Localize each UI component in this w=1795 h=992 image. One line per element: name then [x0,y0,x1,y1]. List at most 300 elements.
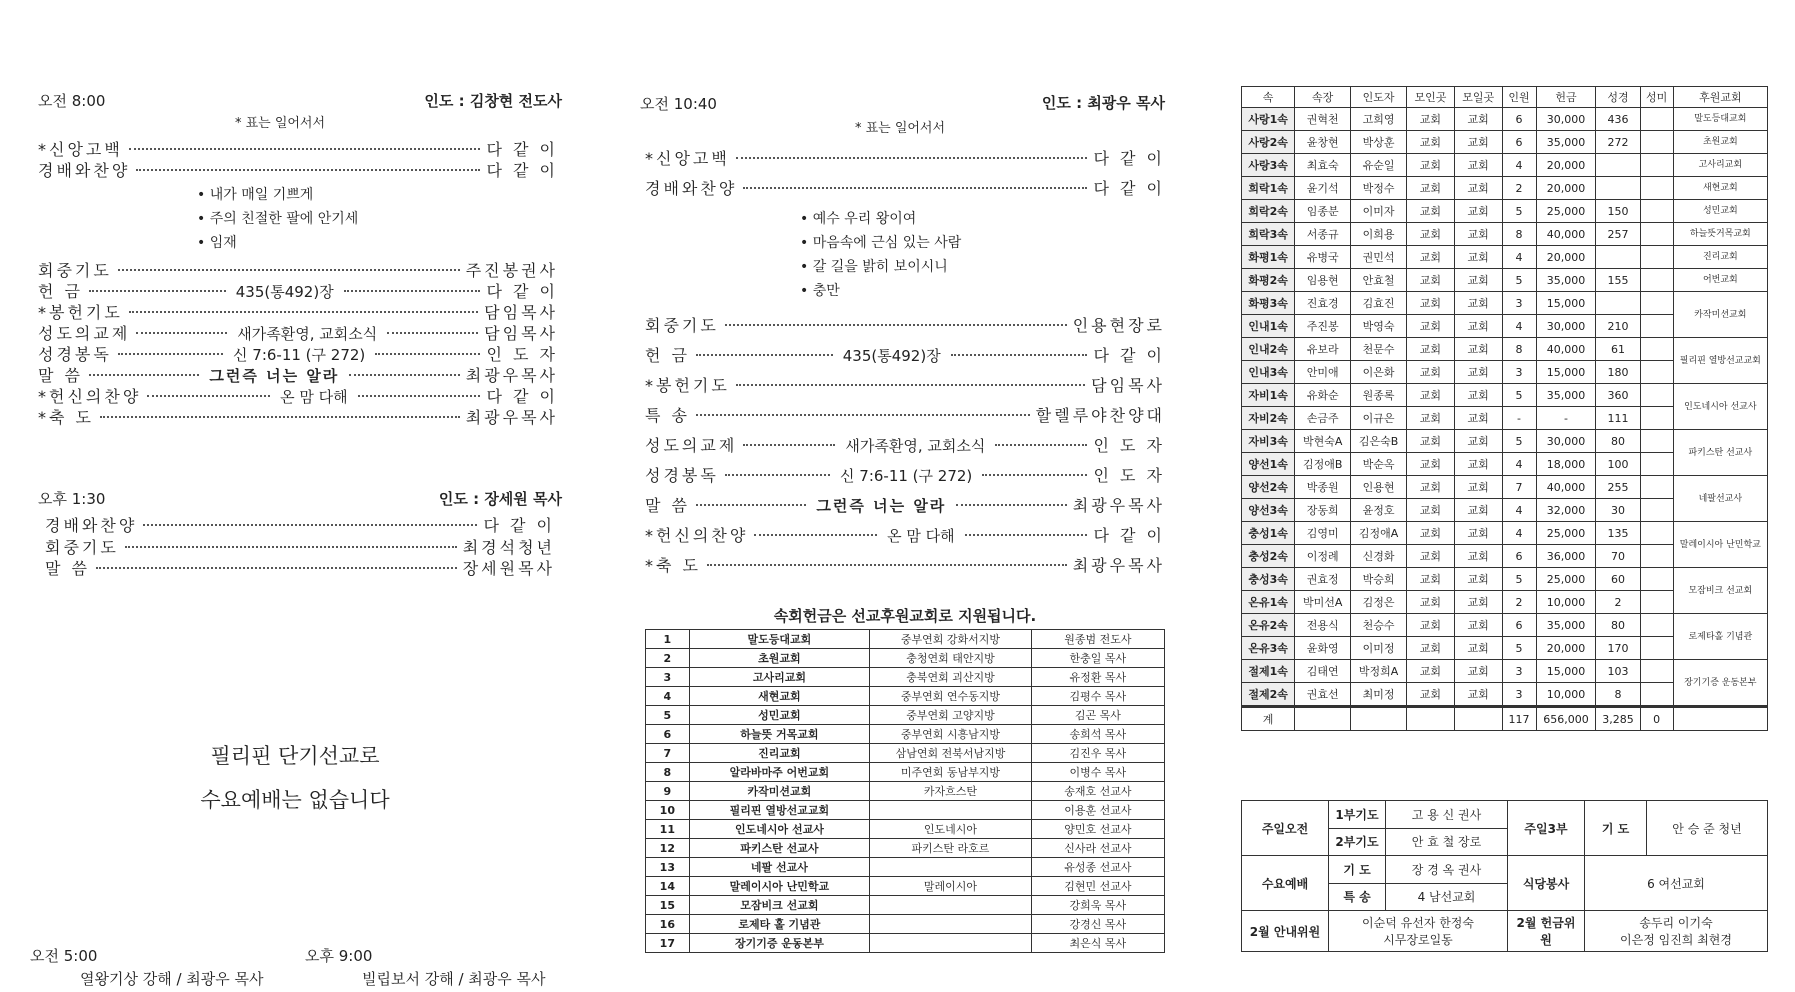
rice [1640,200,1673,223]
sunday-am-label: 주일오전 [1242,801,1329,856]
bible-count [1596,154,1640,177]
program-detail: 신 7:6-11 (구 272) [233,346,366,364]
program-label: 말 씀 [38,366,83,385]
program-detail: 435(통492)장 [235,283,334,301]
mission-title: 속회헌금은 선교후원교회로 지원됩니다. [773,607,1037,625]
pm-text: 빌립보서 강해 / 최광우 목사 [362,970,546,988]
cell-host: 천문수 [1351,338,1407,361]
bible-count: 135 [1596,522,1640,545]
prayer1-label: 1부기도 [1329,801,1386,829]
wed-song-name: 4 남선교회 [1386,883,1508,911]
pm-time: 오후 9:00 [305,947,373,965]
table-row [1242,246,1768,269]
bible-count: 257 [1596,223,1640,246]
attendance: - [1502,407,1536,430]
mission-region: 충청연회 태안지방 [870,649,1032,668]
leader-dots [118,269,460,271]
cell-name: 충성2속 [1242,545,1295,568]
program-person: 다 같 이 [486,282,558,301]
mission-row [646,744,1165,763]
supported-church: 새현교회 [1673,177,1767,200]
meet-place: 교회 [1407,361,1455,384]
cell-host: 박순옥 [1351,453,1407,476]
program-person: 최광우목사 [465,366,559,385]
mission-church: 로제타 홀 기념관 [689,915,870,934]
mission-pastor: 송희석 목사 [1031,725,1164,744]
next-place: 교회 [1454,591,1502,614]
cell-host: 김효진 [1351,292,1407,315]
table-row [1242,384,1768,407]
cell-name: 희락3속 [1242,223,1295,246]
rice [1640,246,1673,269]
cell-leader: 윤창현 [1295,131,1351,154]
program-person: 다 같 이 [1093,526,1166,545]
offering: 40,000 [1536,223,1596,246]
cell-host: 이희용 [1351,223,1407,246]
program-row [45,513,555,536]
mission-region: 충북연회 괴산지방 [870,668,1032,687]
offering: 40,000 [1536,476,1596,499]
program-label: *봉헌기도 [38,303,123,322]
mission-church: 성민교회 [689,706,870,725]
total-count: 117 [1502,707,1536,731]
empty-cell [1351,707,1407,731]
program-person: 다 같 이 [486,161,558,180]
usher-label: 2월 안내위원 [1242,911,1329,952]
mission-row [646,706,1165,725]
program-label: *축 도 [38,408,94,427]
cell-leader: 유병국 [1295,246,1351,269]
cell-leader: 유보라 [1295,338,1351,361]
cell-host: 박영숙 [1351,315,1407,338]
mission-number: 1 [646,630,690,649]
meet-place: 교회 [1407,315,1455,338]
next-place: 교회 [1454,407,1502,430]
mission-church: 네팔 선교사 [689,858,870,877]
meet-place: 교회 [1407,453,1455,476]
attendance: 6 [1502,614,1536,637]
bible-count: 170 [1596,637,1640,660]
offering: 25,000 [1536,522,1596,545]
leader-dots [743,444,835,446]
mission-row [646,725,1165,744]
song-item: • 마음속에 근심 있는 사람 [800,232,961,252]
next-place: 교회 [1454,361,1502,384]
column-header: 성미 [1640,87,1673,108]
program-label: *축 도 [645,556,701,575]
next-place: 교회 [1454,131,1502,154]
sunday3-pray-name: 안 승 준 청년 [1647,801,1768,856]
mission-region: 파키스탄 라호르 [870,839,1032,858]
cell-name: 인내2속 [1242,338,1295,361]
cell-name: 인내1속 [1242,315,1295,338]
program-person: 다 같 이 [1093,149,1165,168]
bible-count: 272 [1596,131,1640,154]
mission-row [646,782,1165,801]
standing-note: * 표는 일어서서 [234,116,326,131]
leader-dots [89,374,199,376]
cell-name: 양선2속 [1242,476,1295,499]
leader-dots [743,187,1087,189]
rice [1640,683,1673,707]
mission-number: 5 [646,706,690,725]
mission-number: 14 [646,877,690,896]
cell-leader: 권효정 [1295,568,1351,591]
attendance: 3 [1502,361,1536,384]
mission-pastor: 한충일 목사 [1031,649,1164,668]
empty-cell [1295,707,1351,731]
bible-count: 61 [1596,338,1640,361]
column-header: 성경 [1596,87,1640,108]
program-person: 할렐루야찬양대 [1035,406,1165,425]
supported-church: 장기기증 운동본부 [1673,660,1767,707]
mission-number: 17 [646,934,690,953]
table-row [1242,522,1768,545]
next-place: 교회 [1454,522,1502,545]
program-label: 회중기도 [38,261,112,280]
table-row [1242,338,1768,361]
meet-place: 교회 [1407,476,1455,499]
bible-count: 111 [1596,407,1640,430]
total-rice: 0 [1640,707,1673,731]
mission-region: 카자흐스탄 [870,782,1032,801]
cell-name: 화평2속 [1242,269,1295,292]
empty-cell [1407,707,1455,731]
leader-dots [965,534,1088,536]
program-row [645,403,1165,426]
mission-row [646,896,1165,915]
meet-place: 교회 [1407,338,1455,361]
mission-church: 인도네시아 선교사 [689,820,870,839]
mission-church: 말레이시아 난민학교 [689,877,870,896]
mission-row [646,763,1165,782]
column-header: 인도자 [1351,87,1407,108]
supported-church: 인도네시아 선교사 [1673,384,1767,430]
cell-name: 자비1속 [1242,384,1295,407]
sunday3-pray-label: 기 도 [1585,801,1647,856]
rice [1640,637,1673,660]
program-row [38,258,558,281]
rice [1640,614,1673,637]
program-person: 다 같 이 [486,140,558,159]
mission-row [646,687,1165,706]
mission-number: 10 [646,801,690,820]
cell-leader: 윤화영 [1295,637,1351,660]
cell-name: 사랑2속 [1242,131,1295,154]
wed-pray-label: 기 도 [1329,856,1386,884]
cell-host: 천승수 [1351,614,1407,637]
sunday3-label: 주일3부 [1508,801,1585,856]
mission-pastor: 강희욱 목사 [1031,896,1164,915]
program-row [38,300,558,323]
cell-host: 김정애A [1351,522,1407,545]
total-bible: 3,285 [1596,707,1640,731]
attendance: 6 [1502,131,1536,154]
program-row [645,463,1165,486]
program-label: *신앙고백 [645,149,730,168]
leader-dots [725,324,1067,326]
attendance: 6 [1502,545,1536,568]
mission-region [870,801,1032,820]
cell-leader: 김태연 [1295,660,1351,683]
table-row [1242,476,1768,499]
prayer1-name: 고 용 신 권사 [1386,801,1508,829]
cell-host: 안효철 [1351,269,1407,292]
song-item: • 충만 [800,280,840,300]
attendance: 6 [1502,108,1536,131]
leader-dots [956,504,1066,506]
mission-region: 중부연회 연수동지방 [870,687,1032,706]
bible-count: 70 [1596,545,1640,568]
program-label: 경배와찬양 [645,179,738,198]
attendance: 4 [1502,453,1536,476]
table-row [1242,568,1768,591]
leader-dots [89,290,226,292]
wed-song-label: 특 송 [1329,883,1386,911]
supported-church: 말도등대교회 [1673,108,1767,131]
offering: 15,000 [1536,292,1596,315]
cell-leader: 김정애B [1295,453,1351,476]
cell-host: 인용현 [1351,476,1407,499]
cell-name: 희락1속 [1242,177,1295,200]
offering: 15,000 [1536,361,1596,384]
leader-dots [129,148,481,150]
cell-host: 이미자 [1351,200,1407,223]
program-person: 장세원목사 [462,559,555,578]
program-row [645,493,1165,516]
cell-name: 절제2속 [1242,683,1295,707]
leader-dots [982,474,1087,476]
rice [1640,545,1673,568]
program-person: 최광우목사 [1072,496,1166,515]
offering: - [1536,407,1596,430]
mission-number: 12 [646,839,690,858]
total-offering: 656,000 [1536,707,1596,731]
mission-pastor: 원종범 전도사 [1031,630,1164,649]
ushers-line-2: 시무장로일동 [1383,933,1453,947]
mission-number: 9 [646,782,690,801]
cell-leader: 유화순 [1295,384,1351,407]
leader-dots [375,353,480,355]
next-place: 교회 [1454,292,1502,315]
cell-name: 온유2속 [1242,614,1295,637]
song-item: • 예수 우리 왕이여 [800,208,916,228]
mission-region [870,915,1032,934]
mission-region [870,858,1032,877]
cell-group-table [1241,86,1768,731]
meet-place: 교회 [1407,223,1455,246]
offering: 20,000 [1536,154,1596,177]
column-header: 모인곳 [1407,87,1455,108]
leader-dots [951,354,1088,356]
cell-host: 권민석 [1351,246,1407,269]
rice [1640,223,1673,246]
leader-dots [125,546,457,548]
mission-number: 4 [646,687,690,706]
offering: 20,000 [1536,246,1596,269]
program-row [38,342,558,365]
mission-region: 중부연회 고양지방 [870,706,1032,725]
program-label: 특 송 [645,406,690,425]
mission-region: 삼남연회 전북서남지방 [870,744,1032,763]
rice [1640,131,1673,154]
bible-count: 155 [1596,269,1640,292]
attendance: 2 [1502,591,1536,614]
column-header: 헌금 [1536,87,1596,108]
program-row [45,535,555,558]
attendance: 4 [1502,522,1536,545]
cell-leader: 장동희 [1295,499,1351,522]
cell-name: 인내3속 [1242,361,1295,384]
am-text: 열왕기상 강해 / 최광우 목사 [80,970,264,988]
program-row [645,373,1165,396]
offering: 35,000 [1536,131,1596,154]
wed-label: 수요예배 [1242,856,1329,911]
mission-row [646,839,1165,858]
mission-church: 카작미션교회 [689,782,870,801]
cell-host: 이규은 [1351,407,1407,430]
mission-region: 미주연회 동남부지방 [870,763,1032,782]
leader-dots [754,534,877,536]
meet-place: 교회 [1407,545,1455,568]
program-row [645,433,1165,456]
program-person: 다 같 이 [483,516,555,535]
offering: 40,000 [1536,338,1596,361]
leader-dots [136,169,480,171]
mission-church: 장기기증 운동본부 [689,934,870,953]
leader-dots [696,504,806,506]
rice [1640,292,1673,315]
rice [1640,338,1673,361]
empty-cell [1673,707,1767,731]
cell-leader: 권효선 [1295,683,1351,707]
bible-count: 436 [1596,108,1640,131]
program-label: 성경봉독 [38,345,112,364]
cell-host: 박승희 [1351,568,1407,591]
mission-church: 고사리교회 [689,668,870,687]
cell-leader: 최효숙 [1295,154,1351,177]
empty-cell [1454,707,1502,731]
cell-host: 김은숙B [1351,430,1407,453]
mission-row [646,877,1165,896]
table-row [1242,292,1768,315]
next-place: 교회 [1454,545,1502,568]
service-leader: 인도 : 김창현 전도사 [424,92,562,110]
column-header: 인원 [1502,87,1536,108]
mission-pastor: 송재호 선교사 [1031,782,1164,801]
rice [1640,315,1673,338]
program-person: 담임목사 [484,303,558,322]
offering: 25,000 [1536,200,1596,223]
table-row [1242,430,1768,453]
next-place: 교회 [1454,246,1502,269]
program-row [38,321,558,344]
mission-number: 8 [646,763,690,782]
cell-leader: 손금주 [1295,407,1351,430]
rice [1640,660,1673,683]
mission-number: 7 [646,744,690,763]
program-detail: 신 7:6-11 (구 272) [840,467,973,485]
mission-number: 15 [646,896,690,915]
offering: 20,000 [1536,177,1596,200]
meet-place: 교회 [1407,660,1455,683]
next-place: 교회 [1454,269,1502,292]
leader-dots [736,384,1085,386]
attendance: 7 [1502,476,1536,499]
rice [1640,108,1673,131]
mission-row [646,820,1165,839]
meal-team: 6 여선교회 [1585,856,1768,911]
offering: 35,000 [1536,384,1596,407]
leader-dots [96,567,457,569]
mission-number: 13 [646,858,690,877]
supported-church: 고사리교회 [1673,154,1767,177]
cell-name: 충성3속 [1242,568,1295,591]
mission-pastor: 신사라 선교사 [1031,839,1164,858]
leader-dots [358,395,481,397]
program-row [645,523,1165,546]
program-row [38,137,558,160]
next-place: 교회 [1454,637,1502,660]
meet-place: 교회 [1407,384,1455,407]
program-person: 담임목사 [1091,376,1165,395]
offering: 18,000 [1536,453,1596,476]
meet-place: 교회 [1407,568,1455,591]
offering-line-1: 송두리 이기숙 [1639,916,1713,930]
bible-count: 103 [1596,660,1640,683]
next-place: 교회 [1454,108,1502,131]
mission-row [646,649,1165,668]
cell-leader: 진효경 [1295,292,1351,315]
table-row [1242,200,1768,223]
program-row [645,146,1165,169]
service-leader: 인도 : 최광우 목사 [1041,94,1165,112]
attendance: 3 [1502,660,1536,683]
offering: 35,000 [1536,614,1596,637]
program-person: 인 도 자 [1093,466,1166,485]
ushers [1329,911,1508,952]
program-detail: 온 맘 다해 [280,388,348,406]
attendance: 2 [1502,177,1536,200]
total-label: 계 [1242,707,1295,731]
cell-host: 유순일 [1351,154,1407,177]
leader-dots [696,414,1030,416]
mission-church: 새현교회 [689,687,870,706]
program-label: 성경봉독 [645,466,719,485]
attendance: 5 [1502,430,1536,453]
mission-church: 필리핀 열방선교교회 [689,801,870,820]
bible-count: 255 [1596,476,1640,499]
cell-name: 화평3속 [1242,292,1295,315]
next-place: 교회 [1454,177,1502,200]
cell-leader: 안미애 [1295,361,1351,384]
meet-place: 교회 [1407,246,1455,269]
mission-number: 3 [646,668,690,687]
program-label: *헌신의찬양 [38,387,142,406]
cell-host: 윤정호 [1351,499,1407,522]
mission-pastor: 김평수 목사 [1031,687,1164,706]
program-row [645,343,1165,366]
leader-dots [129,311,478,313]
program-detail: 온 맘 다해 [887,527,955,545]
next-place: 교회 [1454,430,1502,453]
cell-host: 원종록 [1351,384,1407,407]
program-label: 헌 금 [645,346,690,365]
cell-host: 신경화 [1351,545,1407,568]
attendance: 3 [1502,292,1536,315]
cell-leader: 박종원 [1295,476,1351,499]
meet-place: 교회 [1407,614,1455,637]
